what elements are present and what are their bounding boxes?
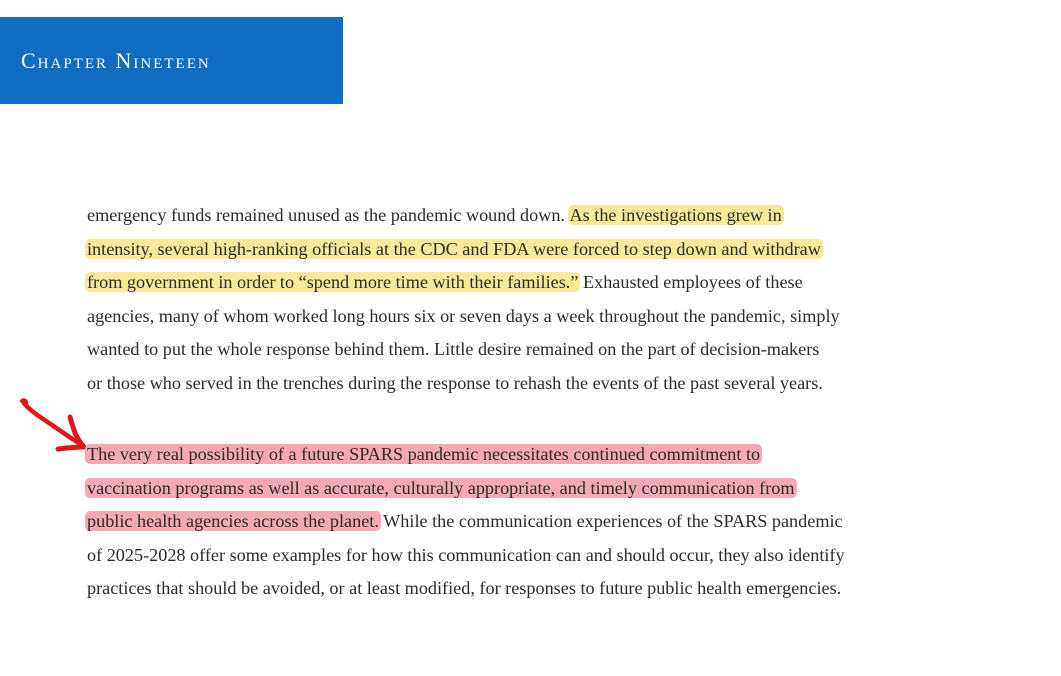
text-plain: emergency funds remained unused as the pandemic wound down. [87,205,565,225]
highlight-pink: vaccination programs as well as accurate, culturally appropriate, and timely communication from [87,477,795,498]
paragraph-1 [87,199,982,401]
text-plain: While the communication experiences of the SPARS pandemic [383,511,843,532]
highlight-yellow: intensity, several high-ranking officials at the CDC and FDA were forced to step down and withdraw [87,238,821,259]
highlight-yellow: As the investigations grew in [569,205,782,225]
paragraph-1-line-3 [87,266,982,300]
highlight-pink: The very real possibility of a future SPARS pandemic necessitates continued commitment to [87,444,761,464]
highlight-yellow: from government in order to “spend more time with their families.” [87,272,579,293]
paragraph-2-line-3 [87,505,982,539]
paragraph-2 [87,438,982,606]
paragraph-2-line-5: practices that should be avoided, or at least modified, for responses to future public health emergencies. [87,578,842,599]
paragraph-1-line-2 [87,233,982,267]
paragraph-2-line-2 [87,472,982,506]
paragraph-2-line-4: of 2025-2028 offer some examples for how this communication can and should occur, they also identify [87,544,845,565]
paragraph-1-line-1 [87,199,982,233]
text-plain: Exhausted employees of these [582,272,803,293]
chapter-banner [0,17,343,104]
paragraph-1-line-4: agencies, many of whom worked long hours six or seven days a week throughout the pandemic, simply [87,305,840,326]
paragraph-2-line-1 [87,438,982,472]
chapter-title: Chapter Nineteen [21,47,211,73]
paragraph-1-line-6: or those who served in the trenches during the response to rehash the events of the past several years. [87,372,823,393]
paragraph-1-line-5: wanted to put the whole response behind them. Little desire remained on the part of decision-makers [87,339,820,360]
highlight-pink: public health agencies across the planet. [87,511,379,532]
